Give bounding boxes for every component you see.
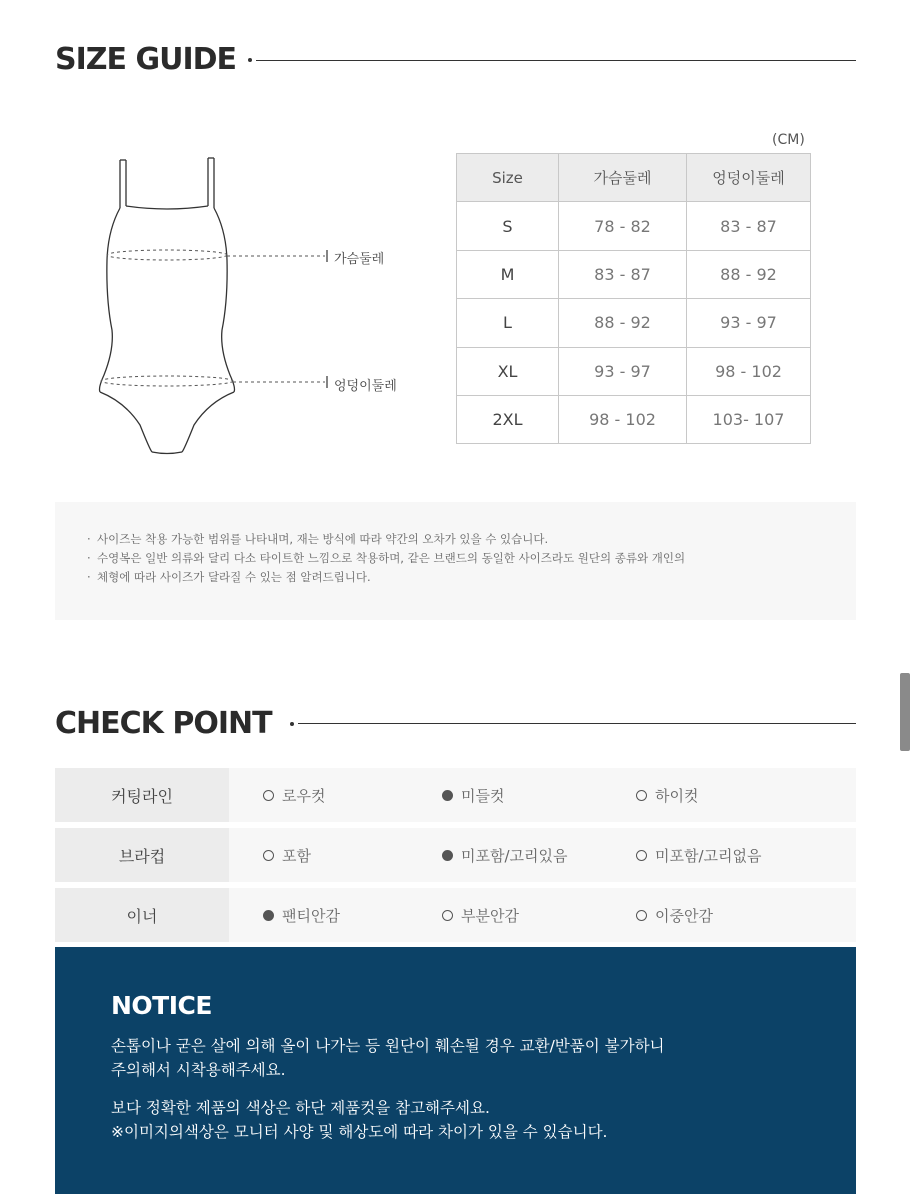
title-divider xyxy=(256,60,856,61)
table-row xyxy=(457,299,811,347)
radio-empty-icon xyxy=(263,790,274,801)
title-divider xyxy=(298,723,856,724)
title-dot xyxy=(248,58,252,62)
table-cell: 88 - 92 xyxy=(559,299,687,347)
table-cell: 93 - 97 xyxy=(687,299,811,347)
size-note-continued xyxy=(87,568,856,587)
check-option-label: 로우컷 xyxy=(282,786,326,805)
check-option xyxy=(263,768,325,822)
table-cell: S xyxy=(457,202,559,250)
table-cell: 78 - 82 xyxy=(559,202,687,250)
table-cell: XL xyxy=(457,347,559,395)
notice-text: 손톱이나 굳은 살에 의해 올이 나가는 등 원단이 훼손될 경우 교환/반품이 불가하니 xyxy=(111,1037,665,1055)
check-row-label: 이너 xyxy=(55,888,229,942)
check-row-label: 브라컵 xyxy=(55,828,229,882)
check-option xyxy=(442,888,519,942)
table-cell: 83 - 87 xyxy=(687,202,811,250)
check-row-inner xyxy=(55,888,856,942)
check-option-label: 이중안감 xyxy=(655,906,713,925)
table-cell: 103- 107 xyxy=(687,395,811,443)
notice-title: NOTICE xyxy=(111,991,212,1020)
scrollbar-thumb[interactable] xyxy=(900,673,910,751)
table-row xyxy=(457,395,811,443)
table-cell: 98 - 102 xyxy=(687,347,811,395)
table-row xyxy=(457,250,811,298)
table-row xyxy=(457,347,811,395)
size-note: · 수영복은 일반 의류와 달리 다소 타이트한 느낌으로 착용하며, 같은 브랜드의 동일한 사이즈라도 원단의 종류와 개인의 xyxy=(87,549,856,568)
check-option xyxy=(636,828,762,882)
table-cell: L xyxy=(457,299,559,347)
radio-empty-icon xyxy=(442,910,453,921)
check-option xyxy=(442,828,568,882)
table-header-row xyxy=(457,154,811,202)
check-option xyxy=(636,768,698,822)
size-note-text: 체형에 따라 사이즈가 달라질 수 있는 점 알려드립니다. xyxy=(97,570,371,584)
hip-label: 엉덩이둘레 xyxy=(334,379,397,394)
notice-text: ※이미지의색상은 모니터 사양 및 해상도에 따라 차이가 있을 수 있습니다. xyxy=(111,1123,608,1141)
size-notes-box xyxy=(55,502,856,620)
radio-empty-icon xyxy=(263,850,274,861)
table-header-cell: 엉덩이둘레 xyxy=(687,154,811,202)
table-cell: M xyxy=(457,250,559,298)
radio-filled-icon xyxy=(263,910,274,921)
check-point-title: CHECK POINT xyxy=(55,706,272,741)
radio-empty-icon xyxy=(636,790,647,801)
table-header-cell: Size xyxy=(457,154,559,202)
notice-text: 주의해서 시착용해주세요. xyxy=(111,1061,286,1079)
radio-filled-icon xyxy=(442,850,453,861)
check-option-label: 부분안감 xyxy=(461,906,519,925)
table-row xyxy=(457,202,811,250)
table-cell: 88 - 92 xyxy=(687,250,811,298)
table-cell: 98 - 102 xyxy=(559,395,687,443)
size-table xyxy=(456,153,811,444)
unit-label: (CM) xyxy=(772,132,805,148)
check-option xyxy=(636,888,713,942)
radio-empty-icon xyxy=(636,910,647,921)
radio-filled-icon xyxy=(442,790,453,801)
table-header-cell: 가슴둘레 xyxy=(559,154,687,202)
check-row-bra-cup xyxy=(55,828,856,882)
check-row-cutting-line xyxy=(55,768,856,822)
check-option xyxy=(263,888,340,942)
check-option-label: 포함 xyxy=(282,846,311,865)
check-option-label: 미들컷 xyxy=(461,786,505,805)
notice-text: 보다 정확한 제품의 색상은 하단 제품컷을 참고해주세요. xyxy=(111,1099,490,1117)
table-cell: 93 - 97 xyxy=(559,347,687,395)
chest-label: 가슴둘레 xyxy=(334,252,385,267)
swimsuit-diagram xyxy=(90,150,350,460)
check-option xyxy=(263,828,311,882)
check-option-label: 팬티안감 xyxy=(282,906,340,925)
size-note: · 사이즈는 착용 가능한 범위를 나타내며, 재는 방식에 따라 약간의 오차가 있을 수 있습니다. xyxy=(87,530,856,549)
table-cell: 2XL xyxy=(457,395,559,443)
check-option-label: 하이컷 xyxy=(655,786,699,805)
check-option-label: 미포함/고리없음 xyxy=(655,846,762,865)
table-cell: 83 - 87 xyxy=(559,250,687,298)
radio-empty-icon xyxy=(636,850,647,861)
notice-panel xyxy=(55,947,856,1194)
size-guide-title: SIZE GUIDE xyxy=(55,42,237,77)
title-dot xyxy=(290,722,294,726)
check-option xyxy=(442,768,504,822)
check-option-label: 미포함/고리있음 xyxy=(461,846,568,865)
check-row-label: 커팅라인 xyxy=(55,768,229,822)
